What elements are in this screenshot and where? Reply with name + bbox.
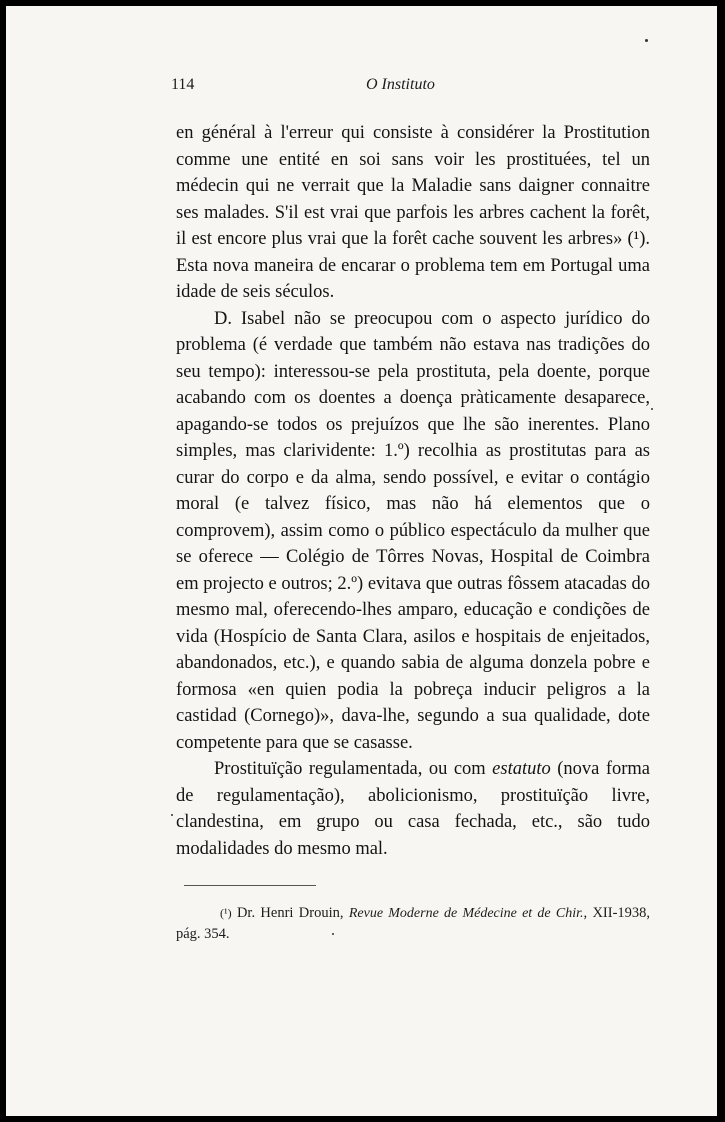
body-text	[176, 120, 650, 862]
running-title: O Instituto	[366, 76, 435, 93]
footnote-journal: Revue Moderne de Médecine et de Chir.	[348, 906, 584, 921]
paragraph-3-end: (nova forma de regulamentação), abolicionismo, prostituïção livre, clandestina, em grupo ou casa fechada, etc., são tudo modalidades do mesmo mal.	[176, 759, 650, 859]
footnote-citation: , XII-1938, pág. 354.	[176, 905, 651, 942]
paper-speck	[645, 39, 648, 42]
footnote-marker: (¹)	[220, 906, 232, 920]
page-number: 114	[171, 76, 195, 93]
paragraph-2: D. Isabel não se preocupou com o aspecto jurídico do problema (é verdade que também não estava nas tradições do seu tempo): interessou-se pela prostituta, pela doente, porque acabando com os doentes a doença pràticamente desaparece, apagando-se todos os prejuízos que lhe são inerentes. Plano simples, mas clarividente: 1.º) recolhia as prostitutas para as curar do corpo e da alma, sendo possível, e evitar o contágio moral (e talvez físico, mas não há elementos que o comprovem), assim como o público espectáculo da mulher que se oferece — Colégio de Tôrres Novas, Hospital de Coimbra em projecto e outros; 2.º) evitava que outras fôssem atacadas do mesmo mal, oferecendo-lhes amparo, educação e condições de vida (Hospício de Santa Clara, asilos e hospitais de enjeitados, abandonados, etc.), e quando sabia de alguma donzela pobre e formosa «en quien podia la pobreça inducir peligros a la castidad (Cornego)», dava-lhe, segundo a sua qualidade, dote competente para que se casasse.	[176, 308, 650, 753]
footnote-divider	[184, 885, 316, 886]
paper-speck	[332, 933, 334, 935]
page-sheet	[6, 6, 717, 1116]
footnote-author: Dr. Henri Drouin,	[236, 905, 344, 921]
paragraph-1: en général à l'erreur qui consiste à considérer la Prostitution comme une entité en soi sans voir les prostituées, tel un médecin qui ne verrait que la Maladie sans daigner connaitre ses malades. S'il est vrai que parfois les arbres cachent la forêt, il est encore plus vrai que la forêt cache souvent les arbres» (¹). Esta nova maneira de encarar o problema tem em Portugal uma idade de seis séculos.	[176, 123, 650, 302]
paper-speck	[651, 408, 653, 410]
page-header	[6, 76, 717, 102]
paper-speck	[171, 814, 173, 816]
paragraph-3-start: Prostituïção regulamentada, ou com	[214, 759, 493, 779]
footnote	[176, 903, 650, 944]
paragraph-3	[176, 756, 650, 862]
italic-term: estatuto	[492, 759, 551, 779]
